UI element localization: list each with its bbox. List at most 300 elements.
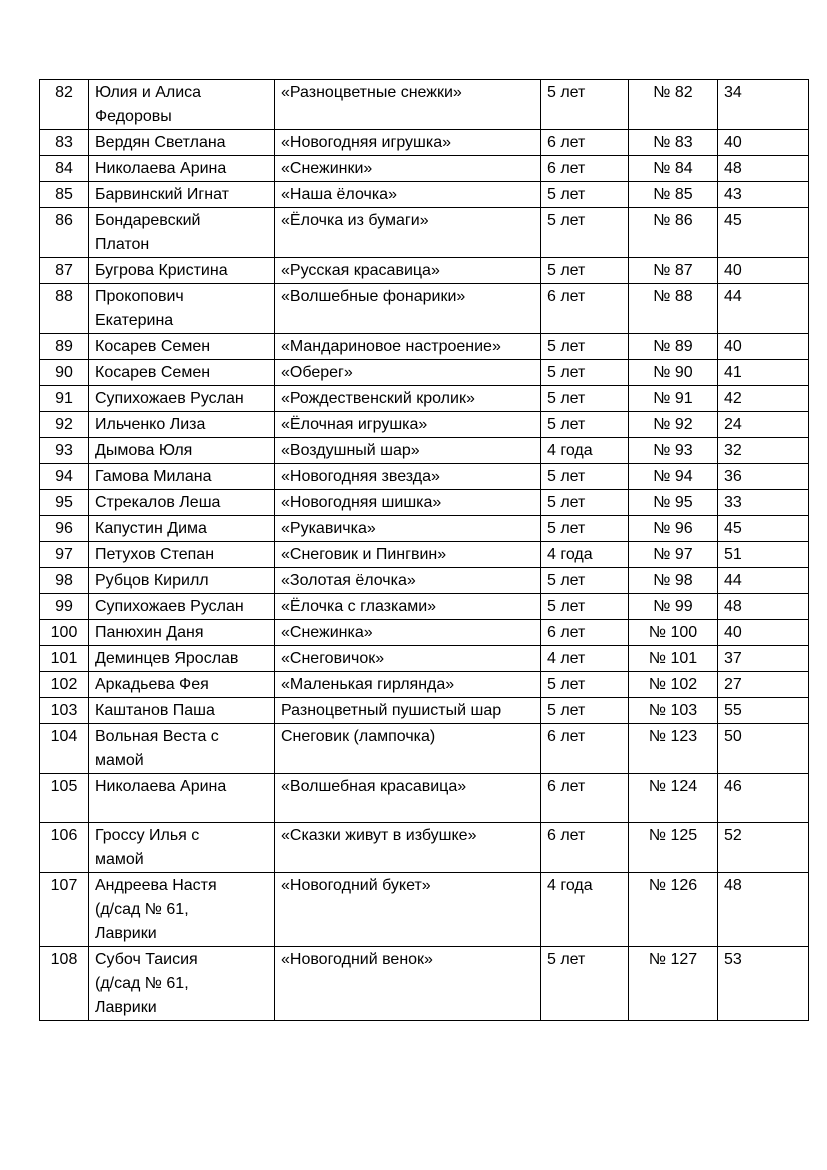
work-title-text: «Ёлочка из бумаги»: [281, 212, 429, 229]
participant-name-text: Бугрова Кристина: [95, 262, 228, 279]
work-title-cell: [275, 823, 541, 873]
table-row: [40, 823, 809, 873]
table-row: [40, 542, 809, 568]
participant-name-text: Рубцов Кирилл: [95, 572, 209, 589]
participant-name-cell: [89, 490, 275, 516]
score-cell: [718, 284, 809, 334]
score-text: 40: [724, 262, 742, 279]
entry-code-text: № 84: [653, 160, 693, 177]
age-text: 5 лет: [547, 212, 586, 229]
participant-name-cell: [89, 698, 275, 724]
age-cell: [541, 130, 629, 156]
entry-code-text: № 127: [648, 951, 698, 968]
row-number-text: 93: [55, 442, 73, 459]
participant-name-text: Прокопович Екатерина: [95, 288, 184, 329]
participant-name-text: Аркадьева Фея: [95, 676, 209, 693]
participant-name-cell: [89, 947, 275, 1021]
row-number-cell: [40, 774, 89, 823]
participant-name-cell: [89, 360, 275, 386]
work-title-cell: [275, 774, 541, 823]
participant-name-cell: [89, 208, 275, 258]
entry-code-text: № 91: [653, 390, 693, 407]
age-cell: [541, 542, 629, 568]
age-text: 5 лет: [547, 520, 586, 537]
table-row: [40, 620, 809, 646]
score-text: 48: [724, 160, 742, 177]
participant-name-text: Супихожаев Руслан: [95, 390, 244, 407]
participant-name-cell: [89, 386, 275, 412]
work-title-text: «Сказки живут в избушке»: [281, 827, 477, 844]
work-title-cell: [275, 464, 541, 490]
age-cell: [541, 947, 629, 1021]
score-text: 40: [724, 134, 742, 151]
row-number-text: 95: [55, 494, 73, 511]
entry-code-text: № 82: [653, 84, 693, 101]
entry-code-text: № 95: [653, 494, 693, 511]
entry-code-text: № 123: [648, 728, 698, 745]
work-title-text: «Новогодний букет»: [281, 877, 431, 894]
row-number-text: 84: [55, 160, 73, 177]
age-text: 6 лет: [547, 134, 586, 151]
score-cell: [718, 542, 809, 568]
score-cell: [718, 646, 809, 672]
work-title-text: «Рождественский кролик»: [281, 390, 475, 407]
entry-code-text: № 99: [653, 598, 693, 615]
table-row: [40, 646, 809, 672]
participant-name-text: Ильченко Лиза: [95, 416, 206, 433]
row-number-text: 94: [55, 468, 73, 485]
score-cell: [718, 208, 809, 258]
work-title-text: «Золотая ёлочка»: [281, 572, 416, 589]
row-number-cell: [40, 516, 89, 542]
entry-code-cell: [629, 208, 718, 258]
row-number-cell: [40, 724, 89, 774]
work-title-text: «Новогодняя звезда»: [281, 468, 440, 485]
work-title-cell: [275, 156, 541, 182]
age-cell: [541, 724, 629, 774]
entry-code-text: № 124: [648, 778, 698, 795]
row-number-text: 100: [50, 624, 78, 641]
age-text: 5 лет: [547, 951, 586, 968]
entry-code-cell: [629, 873, 718, 947]
participant-name-cell: [89, 156, 275, 182]
score-cell: [718, 947, 809, 1021]
work-title-cell: [275, 412, 541, 438]
work-title-cell: [275, 208, 541, 258]
participant-name-cell: [89, 823, 275, 873]
table-row: [40, 334, 809, 360]
age-text: 6 лет: [547, 624, 586, 641]
age-cell: [541, 156, 629, 182]
age-text: 6 лет: [547, 728, 586, 745]
entry-code-cell: [629, 386, 718, 412]
age-text: 5 лет: [547, 598, 586, 615]
entry-code-cell: [629, 947, 718, 1021]
work-title-cell: [275, 698, 541, 724]
participant-name-cell: [89, 620, 275, 646]
row-number-cell: [40, 334, 89, 360]
table-row: [40, 724, 809, 774]
work-title-text: «Новогодняя шишка»: [281, 494, 442, 511]
score-cell: [718, 334, 809, 360]
work-title-cell: [275, 594, 541, 620]
score-text: 44: [724, 572, 742, 589]
entry-code-text: № 92: [653, 416, 693, 433]
table-row: [40, 490, 809, 516]
score-cell: [718, 412, 809, 438]
row-number-text: 90: [55, 364, 73, 381]
work-title-text: «Снеговик и Пингвин»: [281, 546, 447, 563]
entry-code-text: № 102: [648, 676, 698, 693]
work-title-text: «Волшебные фонарики»: [281, 288, 466, 305]
age-text: 5 лет: [547, 468, 586, 485]
entry-code-cell: [629, 823, 718, 873]
row-number-cell: [40, 130, 89, 156]
participant-name-cell: [89, 438, 275, 464]
row-number-text: 96: [55, 520, 73, 537]
table-row: [40, 594, 809, 620]
age-cell: [541, 80, 629, 130]
work-title-cell: [275, 182, 541, 208]
row-number-cell: [40, 620, 89, 646]
age-cell: [541, 568, 629, 594]
participant-name-cell: [89, 672, 275, 698]
participant-name-cell: [89, 284, 275, 334]
participant-name-text: Дымова Юля: [95, 442, 193, 459]
score-text: 46: [724, 778, 742, 795]
participant-name-cell: [89, 646, 275, 672]
age-text: 5 лет: [547, 416, 586, 433]
age-cell: [541, 258, 629, 284]
participant-name-text: Панюхин Даня: [95, 624, 204, 641]
score-cell: [718, 823, 809, 873]
work-title-text: «Новогодняя игрушка»: [281, 134, 452, 151]
age-text: 6 лет: [547, 827, 586, 844]
participant-name-cell: [89, 774, 275, 823]
score-cell: [718, 258, 809, 284]
row-number-cell: [40, 542, 89, 568]
results-table-body: [40, 80, 809, 1021]
score-cell: [718, 594, 809, 620]
participant-name-text: Юлия и Алиса Федоровы: [95, 84, 202, 125]
age-text: 5 лет: [547, 84, 586, 101]
participant-name-cell: [89, 334, 275, 360]
row-number-cell: [40, 156, 89, 182]
table-row: [40, 947, 809, 1021]
age-cell: [541, 672, 629, 698]
work-title-cell: [275, 620, 541, 646]
participant-name-text: Николаева Арина: [95, 160, 227, 177]
entry-code-cell: [629, 620, 718, 646]
row-number-text: 85: [55, 186, 73, 203]
entry-code-cell: [629, 724, 718, 774]
work-title-cell: [275, 438, 541, 464]
entry-code-cell: [629, 542, 718, 568]
row-number-cell: [40, 594, 89, 620]
age-cell: [541, 698, 629, 724]
row-number-cell: [40, 698, 89, 724]
row-number-cell: [40, 672, 89, 698]
participant-name-cell: [89, 130, 275, 156]
row-number-text: 87: [55, 262, 73, 279]
work-title-cell: [275, 947, 541, 1021]
work-title-text: «Русская красавица»: [281, 262, 440, 279]
work-title-text: «Маленькая гирлянда»: [281, 676, 455, 693]
entry-code-cell: [629, 258, 718, 284]
score-cell: [718, 80, 809, 130]
score-text: 45: [724, 212, 742, 229]
age-text: 4 года: [547, 442, 593, 459]
row-number-cell: [40, 284, 89, 334]
age-cell: [541, 438, 629, 464]
entry-code-cell: [629, 516, 718, 542]
table-row: [40, 774, 809, 823]
work-title-cell: [275, 516, 541, 542]
participant-name-text: Гроссу Илья с мамой: [95, 827, 200, 868]
age-text: 4 года: [547, 877, 593, 894]
age-cell: [541, 594, 629, 620]
age-cell: [541, 516, 629, 542]
table-row: [40, 360, 809, 386]
row-number-text: 106: [50, 827, 78, 844]
row-number-text: 99: [55, 598, 73, 615]
entry-code-cell: [629, 360, 718, 386]
work-title-cell: [275, 80, 541, 130]
work-title-cell: [275, 646, 541, 672]
work-title-text: «Ёлочка с глазками»: [281, 598, 437, 615]
score-text: 32: [724, 442, 742, 459]
entry-code-cell: [629, 130, 718, 156]
entry-code-cell: [629, 672, 718, 698]
work-title-text: «Наша ёлочка»: [281, 186, 397, 203]
entry-code-cell: [629, 412, 718, 438]
score-text: 33: [724, 494, 742, 511]
participant-name-text: Косарев Семен: [95, 364, 211, 381]
score-text: 40: [724, 338, 742, 355]
score-cell: [718, 698, 809, 724]
age-cell: [541, 464, 629, 490]
work-title-text: «Снежинки»: [281, 160, 373, 177]
score-text: 55: [724, 702, 742, 719]
row-number-cell: [40, 823, 89, 873]
participant-name-text: Деминцев Ярослав: [95, 650, 239, 667]
row-number-cell: [40, 182, 89, 208]
entry-code-cell: [629, 156, 718, 182]
score-cell: [718, 774, 809, 823]
age-text: 6 лет: [547, 288, 586, 305]
score-cell: [718, 438, 809, 464]
age-cell: [541, 620, 629, 646]
participant-name-cell: [89, 873, 275, 947]
work-title-cell: [275, 284, 541, 334]
row-number-cell: [40, 490, 89, 516]
row-number-text: 107: [50, 877, 78, 894]
entry-code-text: № 98: [653, 572, 693, 589]
work-title-cell: [275, 334, 541, 360]
participant-name-text: Стрекалов Леша: [95, 494, 221, 511]
age-text: 5 лет: [547, 262, 586, 279]
entry-code-text: № 96: [653, 520, 693, 537]
participant-name-cell: [89, 542, 275, 568]
score-text: 42: [724, 390, 742, 407]
work-title-text: «Оберег»: [281, 364, 353, 381]
score-cell: [718, 360, 809, 386]
row-number-cell: [40, 464, 89, 490]
age-cell: [541, 823, 629, 873]
participant-name-text: Бондаревский Платон: [95, 212, 201, 253]
entry-code-text: № 93: [653, 442, 693, 459]
age-text: 5 лет: [547, 364, 586, 381]
score-cell: [718, 568, 809, 594]
score-text: 43: [724, 186, 742, 203]
score-text: 37: [724, 650, 742, 667]
work-title-cell: [275, 130, 541, 156]
participant-name-cell: [89, 516, 275, 542]
entry-code-text: № 126: [648, 877, 698, 894]
participant-name-text: Барвинский Игнат: [95, 186, 229, 203]
work-title-text: «Разноцветные снежки»: [281, 84, 462, 101]
age-cell: [541, 646, 629, 672]
table-row: [40, 873, 809, 947]
score-text: 48: [724, 598, 742, 615]
entry-code-cell: [629, 80, 718, 130]
row-number-cell: [40, 646, 89, 672]
table-row: [40, 386, 809, 412]
participant-name-cell: [89, 258, 275, 284]
score-text: 45: [724, 520, 742, 537]
age-text: 5 лет: [547, 702, 586, 719]
work-title-cell: [275, 672, 541, 698]
results-table: [39, 79, 809, 1021]
entry-code-cell: [629, 334, 718, 360]
table-row: [40, 568, 809, 594]
row-number-text: 83: [55, 134, 73, 151]
table-row: [40, 156, 809, 182]
age-cell: [541, 412, 629, 438]
work-title-text: «Снеговичок»: [281, 650, 385, 667]
row-number-text: 101: [50, 650, 78, 667]
work-title-text: «Ёлочная игрушка»: [281, 416, 428, 433]
work-title-cell: [275, 386, 541, 412]
score-text: 48: [724, 877, 742, 894]
row-number-text: 104: [50, 728, 78, 745]
participant-name-text: Субоч Таисия (д/сад № 61, Лаврики: [95, 951, 198, 1016]
score-text: 51: [724, 546, 742, 563]
score-text: 40: [724, 624, 742, 641]
age-text: 5 лет: [547, 572, 586, 589]
age-text: 5 лет: [547, 676, 586, 693]
row-number-cell: [40, 208, 89, 258]
participant-name-text: Вердян Светлана: [95, 134, 226, 151]
work-title-text: «Снежинка»: [281, 624, 373, 641]
score-cell: [718, 620, 809, 646]
row-number-text: 105: [50, 778, 78, 795]
entry-code-text: № 100: [648, 624, 698, 641]
table-row: [40, 672, 809, 698]
table-row: [40, 438, 809, 464]
work-title-cell: [275, 568, 541, 594]
participant-name-text: Гамова Милана: [95, 468, 212, 485]
age-cell: [541, 334, 629, 360]
score-cell: [718, 464, 809, 490]
age-text: 5 лет: [547, 338, 586, 355]
row-number-text: 102: [50, 676, 78, 693]
row-number-cell: [40, 412, 89, 438]
age-cell: [541, 182, 629, 208]
participant-name-text: Каштанов Паша: [95, 702, 215, 719]
participant-name-text: Петухов Степан: [95, 546, 215, 563]
age-text: 6 лет: [547, 778, 586, 795]
entry-code-text: № 94: [653, 468, 693, 485]
table-row: [40, 258, 809, 284]
score-cell: [718, 130, 809, 156]
table-row: [40, 412, 809, 438]
age-text: 4 года: [547, 546, 593, 563]
score-text: 41: [724, 364, 742, 381]
row-number-cell: [40, 80, 89, 130]
score-cell: [718, 386, 809, 412]
entry-code-cell: [629, 594, 718, 620]
work-title-text: Снеговик (лампочка): [281, 728, 436, 745]
work-title-cell: [275, 258, 541, 284]
entry-code-cell: [629, 182, 718, 208]
entry-code-text: № 103: [648, 702, 698, 719]
entry-code-cell: [629, 646, 718, 672]
entry-code-text: № 85: [653, 186, 693, 203]
age-cell: [541, 360, 629, 386]
table-row: [40, 464, 809, 490]
score-text: 53: [724, 951, 742, 968]
age-cell: [541, 386, 629, 412]
participant-name-cell: [89, 594, 275, 620]
row-number-cell: [40, 438, 89, 464]
row-number-cell: [40, 947, 89, 1021]
work-title-text: Разноцветный пушистый шар: [281, 702, 502, 719]
row-number-text: 82: [55, 84, 73, 101]
row-number-text: 88: [55, 288, 73, 305]
participant-name-cell: [89, 182, 275, 208]
entry-code-text: № 101: [648, 650, 698, 667]
participant-name-cell: [89, 724, 275, 774]
score-text: 36: [724, 468, 742, 485]
score-cell: [718, 490, 809, 516]
table-row: [40, 182, 809, 208]
row-number-text: 89: [55, 338, 73, 355]
row-number-text: 91: [55, 390, 73, 407]
row-number-text: 97: [55, 546, 73, 563]
row-number-text: 108: [50, 951, 78, 968]
entry-code-text: № 83: [653, 134, 693, 151]
table-row: [40, 130, 809, 156]
participant-name-cell: [89, 80, 275, 130]
participant-name-text: Вольная Веста с мамой: [95, 728, 219, 769]
participant-name-text: Косарев Семен: [95, 338, 211, 355]
work-title-cell: [275, 542, 541, 568]
participant-name-text: Капустин Дима: [95, 520, 207, 537]
work-title-text: «Новогодний венок»: [281, 951, 433, 968]
work-title-cell: [275, 873, 541, 947]
score-cell: [718, 672, 809, 698]
participant-name-cell: [89, 412, 275, 438]
participant-name-text: Супихожаев Руслан: [95, 598, 244, 615]
score-text: 52: [724, 827, 742, 844]
row-number-cell: [40, 568, 89, 594]
table-row: [40, 516, 809, 542]
work-title-cell: [275, 724, 541, 774]
row-number-cell: [40, 873, 89, 947]
age-cell: [541, 208, 629, 258]
age-cell: [541, 490, 629, 516]
